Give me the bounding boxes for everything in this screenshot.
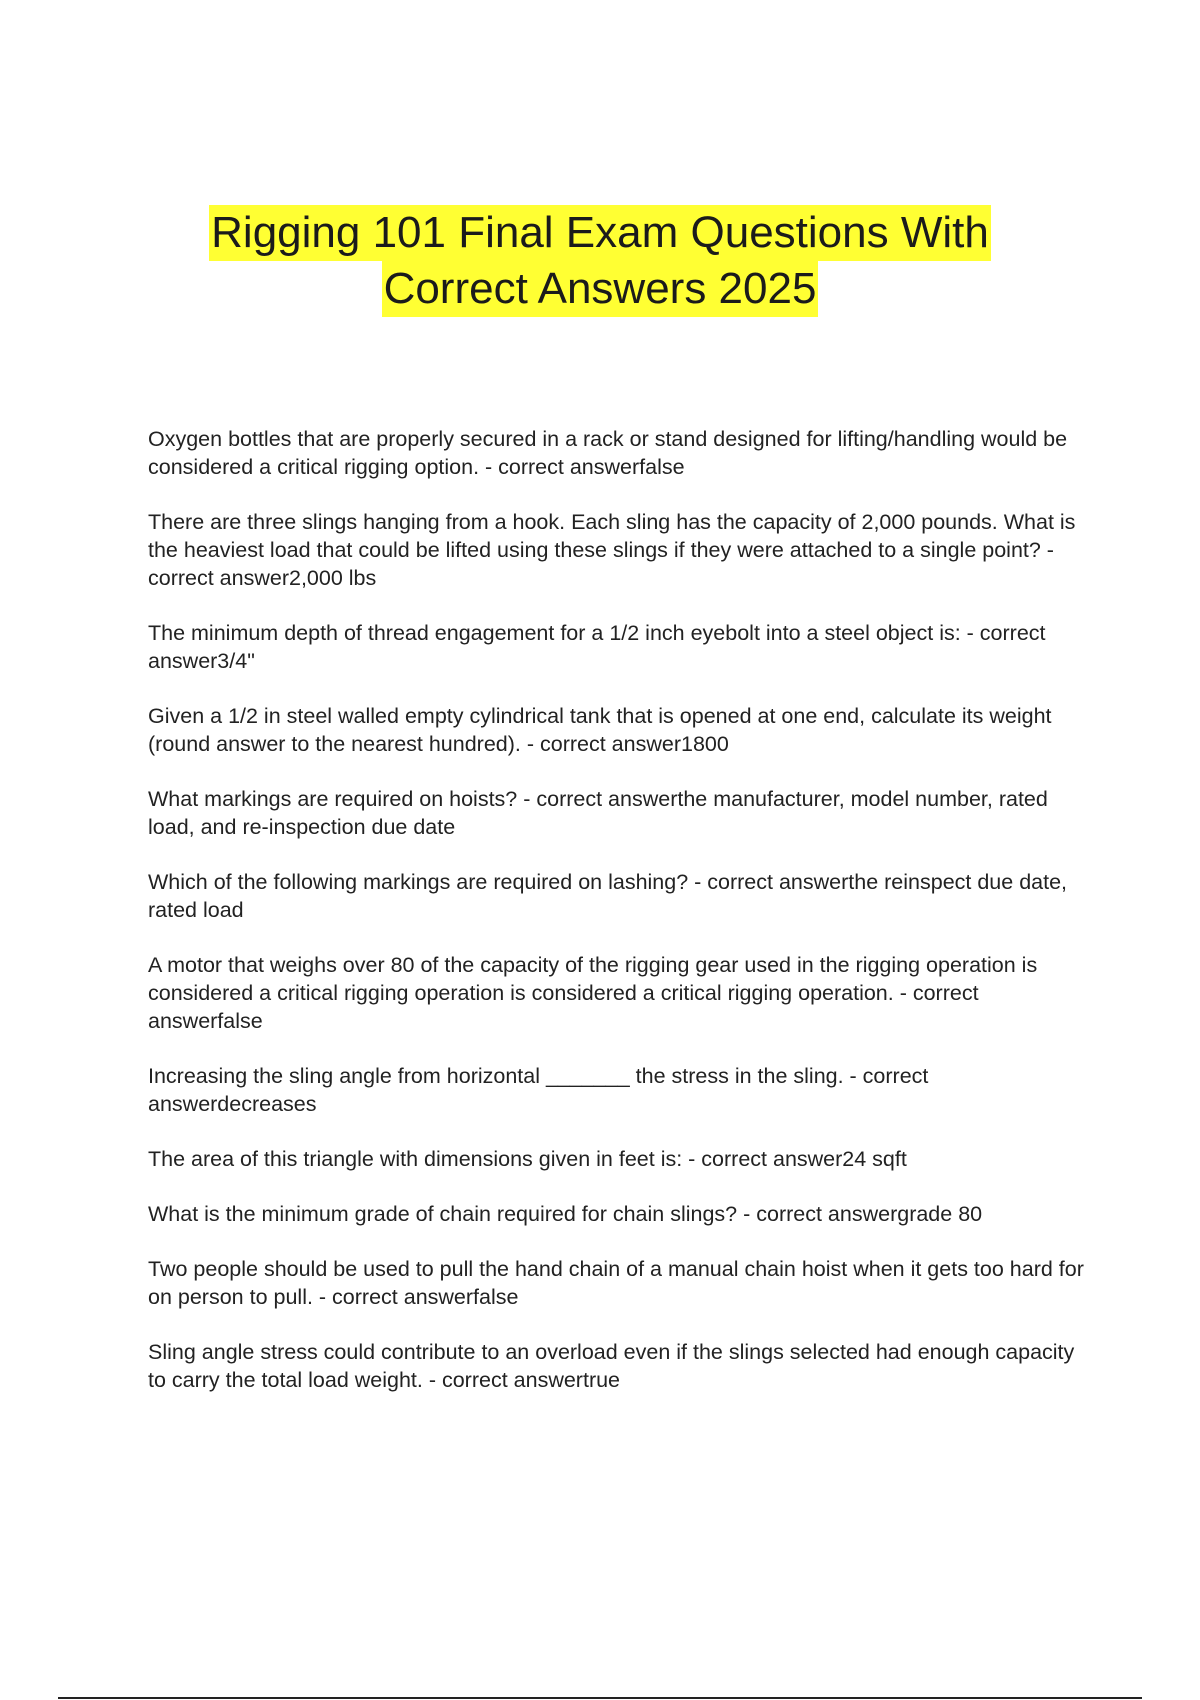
qa-item-3: The minimum depth of thread engagement for a 1/2 inch eyebolt into a steel object is: - correct answer3/4" — [148, 621, 1046, 673]
title-line-1: Rigging 101 Final Exam Questions With — [209, 205, 991, 261]
qa-item-4: Given a 1/2 in steel walled empty cylindrical tank that is opened at one end, calculate its weight (round answer to the nearest hundred). - correct answer1800 — [148, 704, 1052, 756]
qa-item-6: Which of the following markings are required on lashing? - correct answerthe reinspect due date, rated load — [148, 870, 1068, 922]
qa-item-7: A motor that weighs over 80 of the capacity of the rigging gear used in the rigging operation is considered a critical rigging operation is considered a critical rigging operation. - correct answerfalse — [148, 953, 1038, 1033]
document-title — [0, 205, 1200, 317]
qa-item-9: The area of this triangle with dimensions given in feet is: - correct answer24 sqft — [148, 1147, 907, 1171]
page-bottom-divider — [58, 1697, 1142, 1699]
question-answer-list — [148, 425, 1088, 1421]
qa-item-12: Sling angle stress could contribute to an overload even if the slings selected had enough capacity to carry the total load weight. - correct answertrue — [148, 1340, 1075, 1392]
qa-item-10: What is the minimum grade of chain required for chain slings? - correct answergrade 80 — [148, 1202, 983, 1226]
qa-item-8: Increasing the sling angle from horizontal _______ the stress in the sling. - correct answerdecreases — [148, 1064, 929, 1116]
qa-item-11: Two people should be used to pull the hand chain of a manual chain hoist when it gets too hard for on person to pull. - correct answerfalse — [148, 1257, 1084, 1309]
title-line-2: Correct Answers 2025 — [382, 261, 819, 317]
qa-item-2: There are three slings hanging from a hook. Each sling has the capacity of 2,000 pounds. What is the heaviest load that could be lifted using these slings if they were attached to a single point? - correct answer2,000 lbs — [148, 510, 1076, 590]
qa-item-1: Oxygen bottles that are properly secured in a rack or stand designed for lifting/handling would be considered a critical rigging option. - correct answerfalse — [148, 427, 1068, 479]
qa-item-5: What markings are required on hoists? - correct answerthe manufacturer, model number, rated load, and re-inspection due date — [148, 787, 1048, 839]
